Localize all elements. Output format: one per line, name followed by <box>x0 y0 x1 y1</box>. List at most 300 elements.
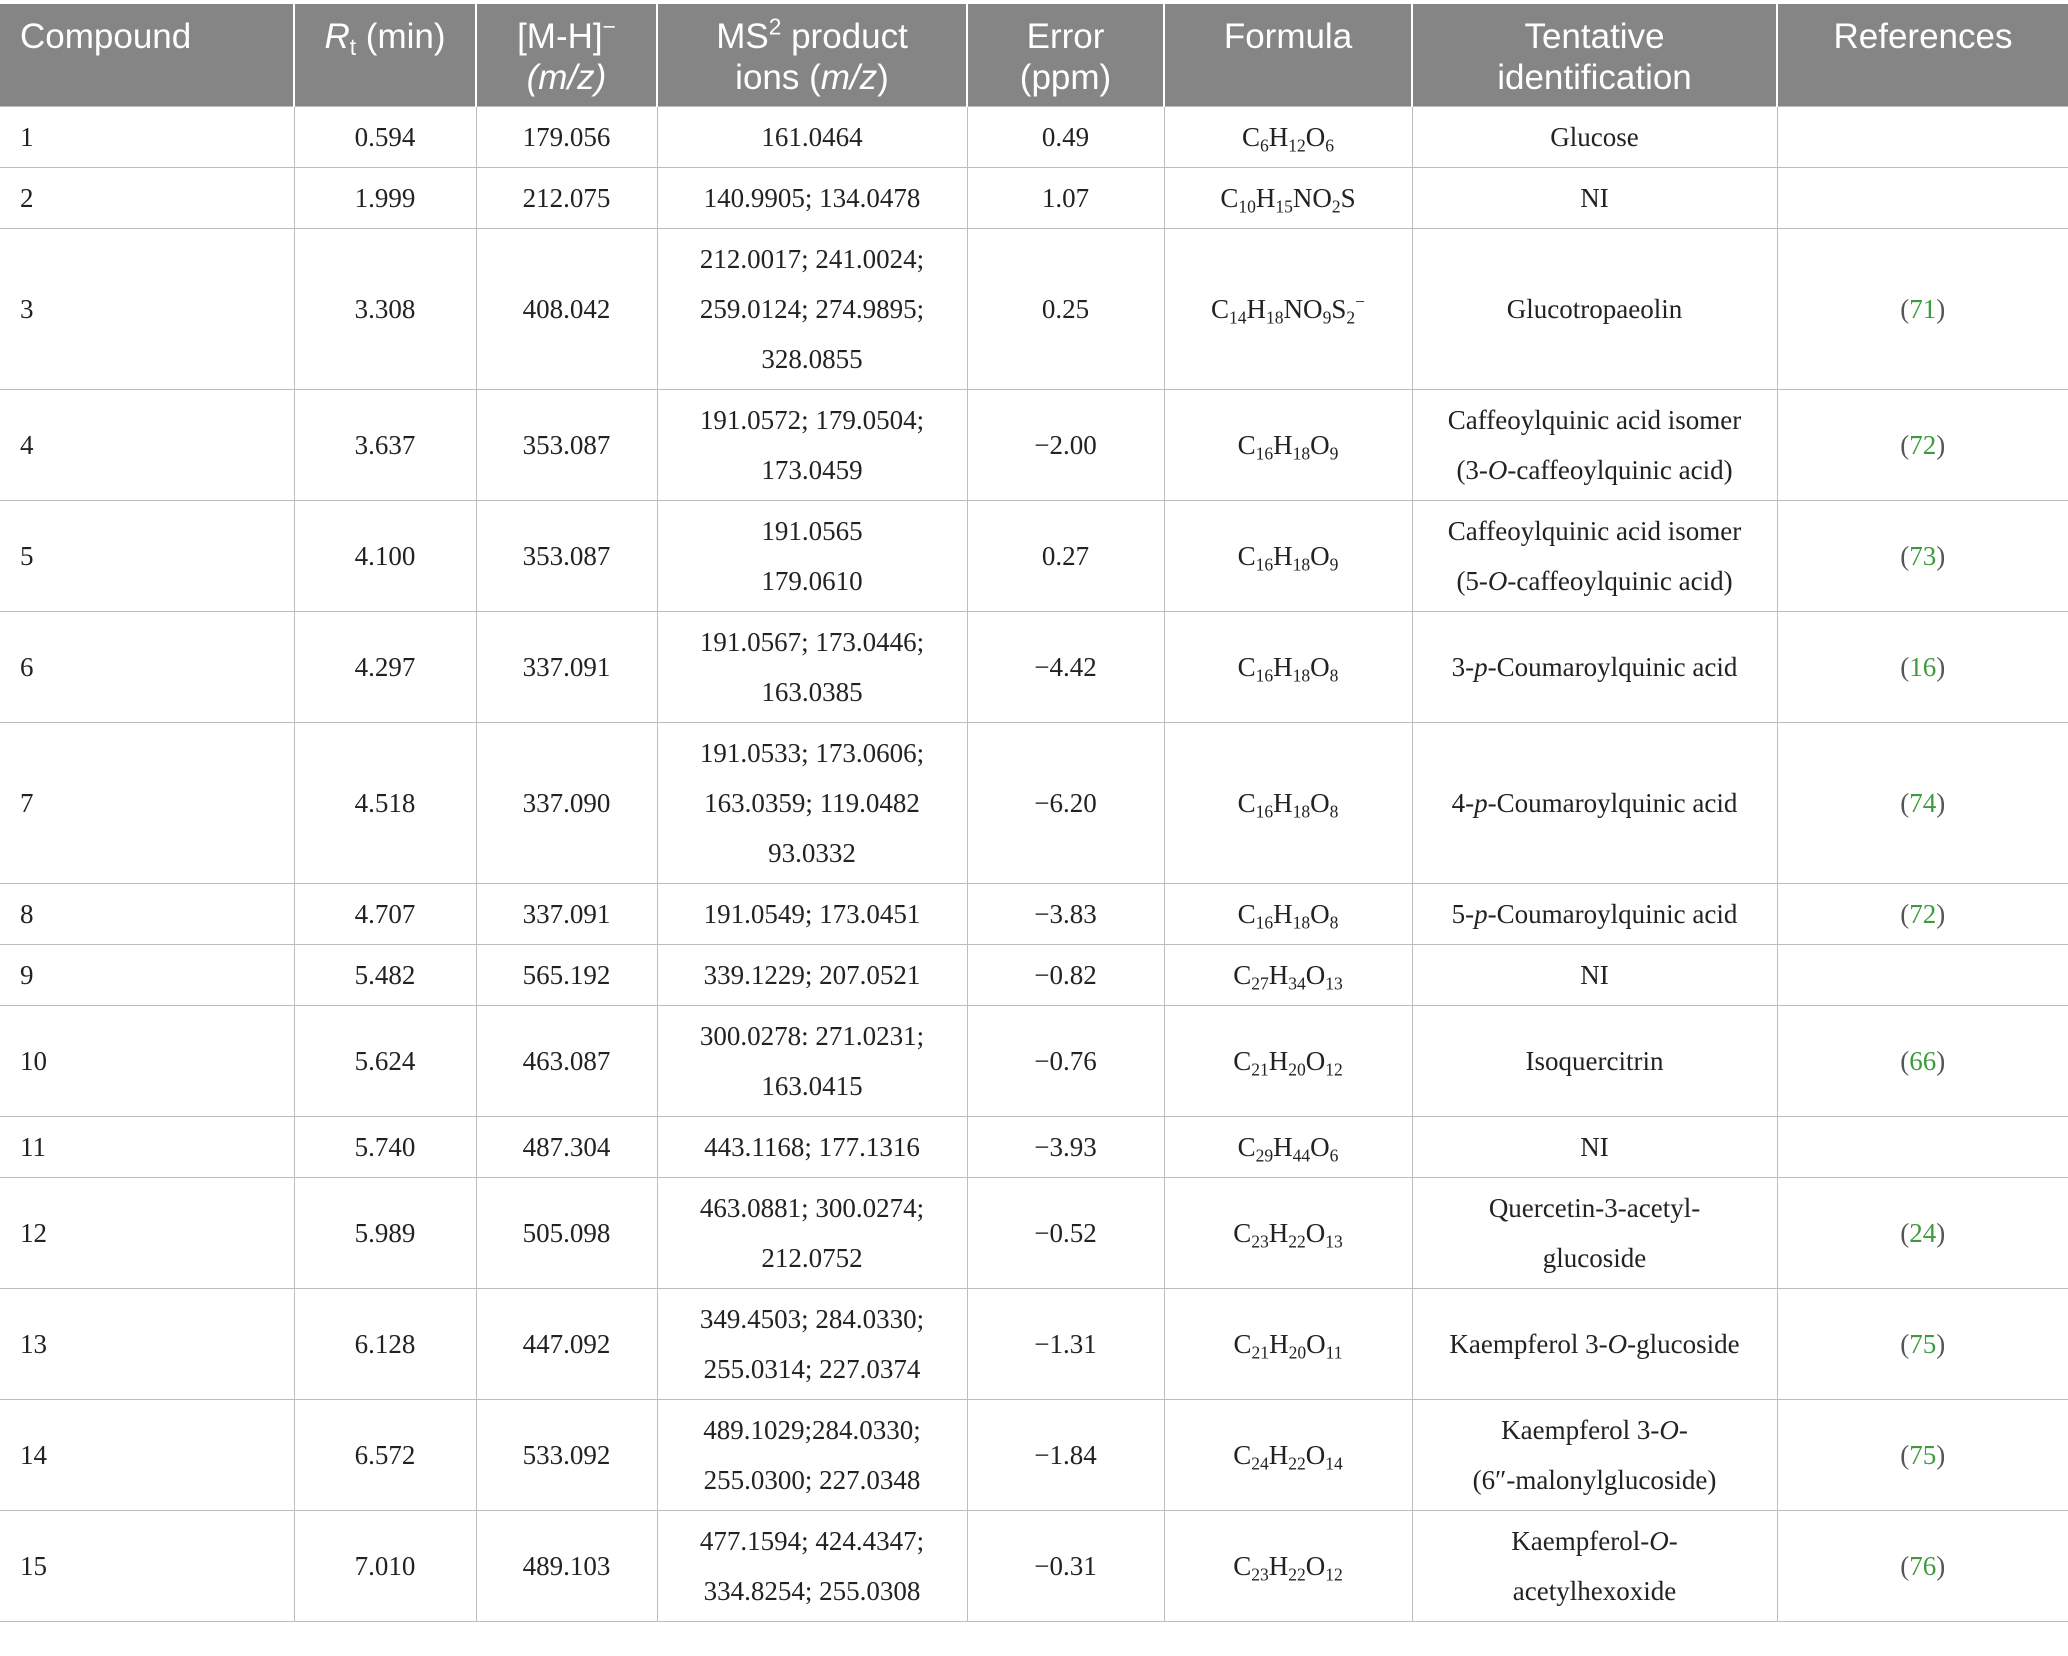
cell-precursor-mz: 337.091 <box>476 884 657 945</box>
cell-reference: (76) <box>1777 1511 2068 1622</box>
reference-link[interactable]: 72 <box>1909 430 1937 460</box>
cell-ms2-ions <box>657 723 967 884</box>
compound-table <box>0 4 2068 1622</box>
reference-link[interactable]: 75 <box>1909 1440 1937 1470</box>
formula-part: 18 <box>1266 307 1284 328</box>
formula-part: 18 <box>1292 554 1311 575</box>
italic-locant: p <box>1474 899 1488 929</box>
ms2-line: 212.0752 <box>761 1243 863 1273</box>
formula-part: H <box>1273 652 1293 682</box>
header-compound: Compound <box>0 4 294 107</box>
formula-part: 13 <box>1325 973 1343 994</box>
cell-ms2-ions <box>657 390 967 501</box>
formula-part: 13 <box>1325 1231 1343 1252</box>
formula-part: 29 <box>1255 1145 1274 1166</box>
identification-line: Kaempferol-O- <box>1511 1526 1678 1556</box>
formula-part: H <box>1268 1046 1289 1076</box>
identification-line: Kaempferol 3-O- <box>1501 1415 1688 1445</box>
formula-part: 12 <box>1288 135 1306 156</box>
ms2-line: 259.0124; 274.9895; <box>699 294 925 324</box>
italic-locant: p <box>1474 788 1488 818</box>
cell-identification <box>1412 107 1777 168</box>
cell-error: −0.52 <box>967 1178 1164 1289</box>
cell-compound: 3 <box>0 229 294 390</box>
formula-part: C <box>1237 788 1256 818</box>
ms2-line: 140.9905; 134.0478 <box>703 183 921 213</box>
formula-part: 6 <box>1325 135 1335 156</box>
ms2-line: 212.0017; 241.0024; <box>699 244 925 274</box>
cell-precursor-mz: 353.087 <box>476 390 657 501</box>
cell-error: −2.00 <box>967 390 1164 501</box>
reference-link[interactable]: 72 <box>1909 899 1937 929</box>
formula-part: H <box>1255 183 1276 213</box>
table-row <box>0 229 2068 390</box>
cell-precursor-mz: 353.087 <box>476 501 657 612</box>
table-row <box>0 945 2068 1006</box>
cell-identification <box>1412 1400 1777 1511</box>
reference-link[interactable]: 75 <box>1909 1329 1937 1359</box>
formula-part: H <box>1273 430 1293 460</box>
cell-error: −6.20 <box>967 723 1164 884</box>
cell-retention-time: 4.297 <box>294 612 476 723</box>
cell-retention-time: 6.572 <box>294 1400 476 1511</box>
cell-retention-time: 3.637 <box>294 390 476 501</box>
header-references: References <box>1777 4 2068 107</box>
cell-identification <box>1412 1511 1777 1622</box>
formula-part: H <box>1246 294 1267 324</box>
formula-part: NO <box>1292 183 1332 213</box>
cell-reference: (73) <box>1777 501 2068 612</box>
formula-part: 44 <box>1292 1145 1311 1166</box>
cell-retention-time: 3.308 <box>294 229 476 390</box>
formula-part: 12 <box>1325 1059 1343 1080</box>
cell-precursor-mz: 487.304 <box>476 1117 657 1178</box>
cell-error: −0.82 <box>967 945 1164 1006</box>
cell-reference <box>1777 107 2068 168</box>
cell-reference: (66) <box>1777 1006 2068 1117</box>
cell-reference: (75) <box>1777 1400 2068 1511</box>
cell-retention-time: 7.010 <box>294 1511 476 1622</box>
cell-precursor-mz: 505.098 <box>476 1178 657 1289</box>
cell-ms2-ions <box>657 945 967 1006</box>
cell-formula <box>1164 1511 1412 1622</box>
formula-part: 18 <box>1292 443 1311 464</box>
cell-ms2-ions <box>657 229 967 390</box>
ms2-line: 163.0385 <box>761 677 863 707</box>
identification-line: glucoside <box>1542 1243 1647 1273</box>
formula-part: 2 <box>1331 196 1341 217</box>
formula-part: C <box>1233 1440 1252 1470</box>
cell-identification <box>1412 1006 1777 1117</box>
ms2-line: 255.0300; 227.0348 <box>703 1465 921 1495</box>
ms2-line: 300.0278: 271.0231; <box>699 1021 925 1051</box>
cell-formula <box>1164 1117 1412 1178</box>
formula-part: O <box>1310 1132 1330 1162</box>
cell-formula <box>1164 390 1412 501</box>
formula-part: C <box>1210 294 1229 324</box>
reference-link[interactable]: 71 <box>1909 294 1937 324</box>
cell-reference: (72) <box>1777 390 2068 501</box>
ms2-line: 191.0572; 179.0504; <box>699 405 925 435</box>
table-row <box>0 501 2068 612</box>
identification-line: Isoquercitrin <box>1525 1046 1664 1076</box>
cell-error: −1.84 <box>967 1400 1164 1511</box>
header-identification: Tentative identification <box>1412 4 1777 107</box>
italic-locant: O <box>1607 1329 1628 1359</box>
cell-reference <box>1777 945 2068 1006</box>
cell-formula <box>1164 884 1412 945</box>
formula-part: H <box>1273 1132 1293 1162</box>
header-formula: Formula <box>1164 4 1412 107</box>
formula-part: S <box>1340 183 1356 213</box>
cell-compound: 15 <box>0 1511 294 1622</box>
ms2-line: 489.1029;284.0330; <box>703 1415 921 1445</box>
cell-formula <box>1164 1006 1412 1117</box>
table-row <box>0 168 2068 229</box>
cell-formula <box>1164 107 1412 168</box>
formula-part: H <box>1273 899 1293 929</box>
ms2-line: 191.0549; 173.0451 <box>703 899 921 929</box>
table-row <box>0 1117 2068 1178</box>
cell-precursor-mz: 447.092 <box>476 1289 657 1400</box>
table-row <box>0 1006 2068 1117</box>
italic-locant: p <box>1474 652 1488 682</box>
cell-reference: (75) <box>1777 1289 2068 1400</box>
formula-part: 6 <box>1329 1145 1339 1166</box>
table-row <box>0 1289 2068 1400</box>
formula-part: 8 <box>1329 912 1339 933</box>
formula-part: 20 <box>1288 1342 1307 1363</box>
formula-part: 15 <box>1275 196 1293 217</box>
ms2-line: 328.0855 <box>761 344 863 374</box>
formula-part: C <box>1241 122 1260 152</box>
cell-formula <box>1164 501 1412 612</box>
ms2-line: 163.0359; 119.0482 <box>704 788 920 818</box>
cell-identification <box>1412 1178 1777 1289</box>
cell-identification <box>1412 723 1777 884</box>
formula-part: 22 <box>1288 1564 1306 1585</box>
formula-part: O <box>1305 1551 1326 1581</box>
cell-identification <box>1412 945 1777 1006</box>
cell-ms2-ions <box>657 107 967 168</box>
ms2-line: 339.1229; 207.0521 <box>703 960 921 990</box>
formula-part: 8 <box>1329 801 1339 822</box>
cell-ms2-ions <box>657 1511 967 1622</box>
cell-ms2-ions <box>657 501 967 612</box>
cell-retention-time: 5.740 <box>294 1117 476 1178</box>
table-row <box>0 1400 2068 1511</box>
cell-error: 0.49 <box>967 107 1164 168</box>
cell-formula <box>1164 229 1412 390</box>
header-retention-time: $R_t$ (min) <box>294 4 476 107</box>
formula-part: S <box>1331 294 1347 324</box>
formula-part: 16 <box>1255 443 1274 464</box>
cell-error: 0.27 <box>967 501 1164 612</box>
identification-line: (3-O-caffeoylquinic acid) <box>1456 455 1733 485</box>
cell-precursor-mz: 489.103 <box>476 1511 657 1622</box>
formula-part: O <box>1305 960 1326 990</box>
cell-identification <box>1412 168 1777 229</box>
header-error: Error (ppm) <box>967 4 1164 107</box>
formula-part: 18 <box>1292 665 1311 686</box>
cell-compound: 9 <box>0 945 294 1006</box>
cell-error: −0.31 <box>967 1511 1164 1622</box>
cell-compound: 11 <box>0 1117 294 1178</box>
cell-retention-time: 4.100 <box>294 501 476 612</box>
cell-compound: 13 <box>0 1289 294 1400</box>
table-row <box>0 1178 2068 1289</box>
cell-precursor-mz: 179.056 <box>476 107 657 168</box>
cell-formula <box>1164 612 1412 723</box>
formula-part: 16 <box>1255 912 1274 933</box>
formula-part: C <box>1233 1218 1252 1248</box>
formula-part: C <box>1233 1329 1252 1359</box>
formula-part: 14 <box>1229 307 1247 328</box>
cell-formula <box>1164 1289 1412 1400</box>
cell-error: −1.31 <box>967 1289 1164 1400</box>
formula-part: O <box>1310 899 1330 929</box>
cell-compound: 5 <box>0 501 294 612</box>
cell-identification <box>1412 229 1777 390</box>
reference-link[interactable]: 24 <box>1909 1218 1937 1248</box>
formula-part: 16 <box>1255 554 1274 575</box>
identification-line: Kaempferol 3-O-glucoside <box>1449 1329 1740 1359</box>
ms2-line: 443.1168; 177.1316 <box>704 1132 920 1162</box>
cell-ms2-ions <box>657 1006 967 1117</box>
formula-part: 16 <box>1255 801 1274 822</box>
formula-part: 23 <box>1251 1564 1269 1585</box>
identification-line: Glucose <box>1550 122 1639 152</box>
formula-part: 18 <box>1292 801 1311 822</box>
formula-part: H <box>1273 788 1293 818</box>
formula-part: O <box>1305 122 1326 152</box>
formula-part: 9 <box>1322 307 1332 328</box>
formula-part: 2 <box>1346 307 1356 328</box>
cell-retention-time: 5.482 <box>294 945 476 1006</box>
formula-part: H <box>1268 1551 1289 1581</box>
cell-retention-time: 0.594 <box>294 107 476 168</box>
formula-part: O <box>1305 1046 1326 1076</box>
ms2-line: 93.0332 <box>768 838 856 868</box>
formula-part: O <box>1310 652 1330 682</box>
formula-part: C <box>1237 652 1256 682</box>
cell-retention-time: 6.128 <box>294 1289 476 1400</box>
identification-line: NI <box>1580 960 1609 990</box>
formula-part: C <box>1237 430 1256 460</box>
identification-line: 4-p-Coumaroylquinic acid <box>1451 788 1738 818</box>
cell-identification <box>1412 612 1777 723</box>
identification-line: (5-O-caffeoylquinic acid) <box>1456 566 1733 596</box>
cell-precursor-mz: 463.087 <box>476 1006 657 1117</box>
italic-locant: O <box>1659 1415 1679 1445</box>
cell-compound: 10 <box>0 1006 294 1117</box>
cell-compound: 2 <box>0 168 294 229</box>
reference-link[interactable]: 16 <box>1909 652 1937 682</box>
table-row <box>0 612 2068 723</box>
reference-link[interactable]: 74 <box>1909 788 1937 818</box>
cell-formula <box>1164 1400 1412 1511</box>
formula-part: H <box>1268 122 1289 152</box>
cell-error: −4.42 <box>967 612 1164 723</box>
formula-part: 14 <box>1325 1453 1343 1474</box>
cell-retention-time: 4.518 <box>294 723 476 884</box>
formula-part: 23 <box>1251 1231 1269 1252</box>
ms2-line: 163.0415 <box>761 1071 863 1101</box>
cell-ms2-ions <box>657 612 967 723</box>
formula-part: C <box>1237 1132 1256 1162</box>
formula-part: C <box>1220 183 1239 213</box>
formula-part: 10 <box>1238 196 1256 217</box>
cell-reference: (24) <box>1777 1178 2068 1289</box>
formula-part: 22 <box>1288 1453 1306 1474</box>
ms2-line: 255.0314; 227.0374 <box>703 1354 921 1384</box>
reference-link[interactable]: 66 <box>1909 1046 1937 1076</box>
cell-identification <box>1412 501 1777 612</box>
cell-retention-time: 4.707 <box>294 884 476 945</box>
formula-part: O <box>1306 1329 1326 1359</box>
formula-part: 11 <box>1325 1342 1343 1363</box>
cell-compound: 6 <box>0 612 294 723</box>
formula-part: O <box>1310 541 1330 571</box>
formula-part: O <box>1310 430 1330 460</box>
cell-compound: 8 <box>0 884 294 945</box>
formula-part: 18 <box>1292 912 1311 933</box>
formula-part: H <box>1273 541 1293 571</box>
cell-ms2-ions <box>657 1289 967 1400</box>
formula-part: 22 <box>1288 1231 1306 1252</box>
formula-part: C <box>1237 541 1256 571</box>
header-precursor-ion: [M-H]− (m/z) <box>476 4 657 107</box>
identification-line: NI <box>1580 1132 1609 1162</box>
ms2-line: 463.0881; 300.0274; <box>699 1193 925 1223</box>
cell-ms2-ions <box>657 1178 967 1289</box>
reference-link[interactable]: 73 <box>1909 541 1937 571</box>
ms2-line: 334.8254; 255.0308 <box>703 1576 921 1606</box>
cell-formula <box>1164 1178 1412 1289</box>
formula-part: O <box>1305 1218 1326 1248</box>
ms2-line: 179.0610 <box>761 566 863 596</box>
formula-part: 6 <box>1259 135 1269 156</box>
table-row <box>0 884 2068 945</box>
cell-reference <box>1777 1117 2068 1178</box>
cell-retention-time: 1.999 <box>294 168 476 229</box>
formula-part: H <box>1269 1329 1289 1359</box>
formula-part: 12 <box>1325 1564 1343 1585</box>
cell-compound: 1 <box>0 107 294 168</box>
cell-precursor-mz: 337.091 <box>476 612 657 723</box>
cell-error: −0.76 <box>967 1006 1164 1117</box>
identification-line: acetylhexoxide <box>1512 1576 1677 1606</box>
cell-reference <box>1777 168 2068 229</box>
formula-part: 21 <box>1251 1342 1270 1363</box>
formula-part: 9 <box>1329 554 1339 575</box>
ms2-line: 191.0565 <box>761 516 863 546</box>
formula-part: C <box>1233 1046 1252 1076</box>
identification-line: Caffeoylquinic acid isomer <box>1447 516 1742 546</box>
italic-locant: O <box>1487 455 1508 485</box>
formula-part: O <box>1305 1440 1326 1470</box>
formula-part: NO <box>1283 294 1323 324</box>
formula-part: C <box>1233 960 1252 990</box>
reference-link[interactable]: 76 <box>1909 1551 1937 1581</box>
cell-ms2-ions <box>657 884 967 945</box>
header-ms2-ions: $MS^2$ product ions (m/z) <box>657 4 967 107</box>
cell-ms2-ions <box>657 168 967 229</box>
cell-precursor-mz: 337.090 <box>476 723 657 884</box>
cell-identification <box>1412 1289 1777 1400</box>
cell-error: 1.07 <box>967 168 1164 229</box>
cell-compound: 14 <box>0 1400 294 1511</box>
ms2-line: 191.0567; 173.0446; <box>699 627 925 657</box>
cell-compound: 4 <box>0 390 294 501</box>
cell-error: 0.25 <box>967 229 1164 390</box>
cell-error: −3.83 <box>967 884 1164 945</box>
formula-part: C <box>1237 899 1256 929</box>
ms2-line: 161.0464 <box>761 122 863 152</box>
formula-part: 21 <box>1251 1059 1269 1080</box>
formula-part: H <box>1268 960 1289 990</box>
formula-part: 20 <box>1288 1059 1306 1080</box>
cell-retention-time: 5.624 <box>294 1006 476 1117</box>
formula-part: 9 <box>1329 443 1339 464</box>
table-row <box>0 390 2068 501</box>
formula-part: H <box>1268 1218 1289 1248</box>
cell-identification <box>1412 884 1777 945</box>
formula-part: − <box>1355 291 1366 312</box>
identification-line: 5-p-Coumaroylquinic acid <box>1451 899 1738 929</box>
table-row <box>0 107 2068 168</box>
ms2-line: 173.0459 <box>761 455 863 485</box>
formula-part: 8 <box>1329 665 1339 686</box>
cell-precursor-mz: 212.075 <box>476 168 657 229</box>
cell-ms2-ions <box>657 1400 967 1511</box>
identification-line: Caffeoylquinic acid isomer <box>1447 405 1742 435</box>
identification-line: NI <box>1580 183 1609 213</box>
cell-retention-time: 5.989 <box>294 1178 476 1289</box>
cell-precursor-mz: 565.192 <box>476 945 657 1006</box>
table-header <box>0 4 2068 107</box>
formula-part: H <box>1268 1440 1289 1470</box>
cell-formula <box>1164 723 1412 884</box>
cell-precursor-mz: 533.092 <box>476 1400 657 1511</box>
formula-part: 16 <box>1255 665 1274 686</box>
italic-locant: O <box>1487 566 1508 596</box>
identification-line: 3-p-Coumaroylquinic acid <box>1451 652 1738 682</box>
ms2-line: 191.0533; 173.0606; <box>699 738 925 768</box>
cell-reference: (16) <box>1777 612 2068 723</box>
identification-line: (6″-malonylglucoside) <box>1472 1465 1717 1495</box>
formula-part: O <box>1310 788 1330 818</box>
table-row <box>0 723 2068 884</box>
ms2-line: 349.4503; 284.0330; <box>699 1304 925 1334</box>
cell-error: −3.93 <box>967 1117 1164 1178</box>
table-body <box>0 107 2068 1622</box>
cell-formula <box>1164 945 1412 1006</box>
cell-precursor-mz: 408.042 <box>476 229 657 390</box>
italic-locant: O <box>1649 1526 1669 1556</box>
cell-compound: 12 <box>0 1178 294 1289</box>
formula-part: C <box>1233 1551 1252 1581</box>
cell-compound: 7 <box>0 723 294 884</box>
cell-formula <box>1164 168 1412 229</box>
formula-part: 34 <box>1288 973 1306 994</box>
table-row <box>0 1511 2068 1622</box>
cell-ms2-ions <box>657 1117 967 1178</box>
identification-line: Quercetin-3-acetyl- <box>1488 1193 1701 1223</box>
cell-identification <box>1412 390 1777 501</box>
identification-line: Glucotropaeolin <box>1506 294 1683 324</box>
cell-reference: (72) <box>1777 884 2068 945</box>
